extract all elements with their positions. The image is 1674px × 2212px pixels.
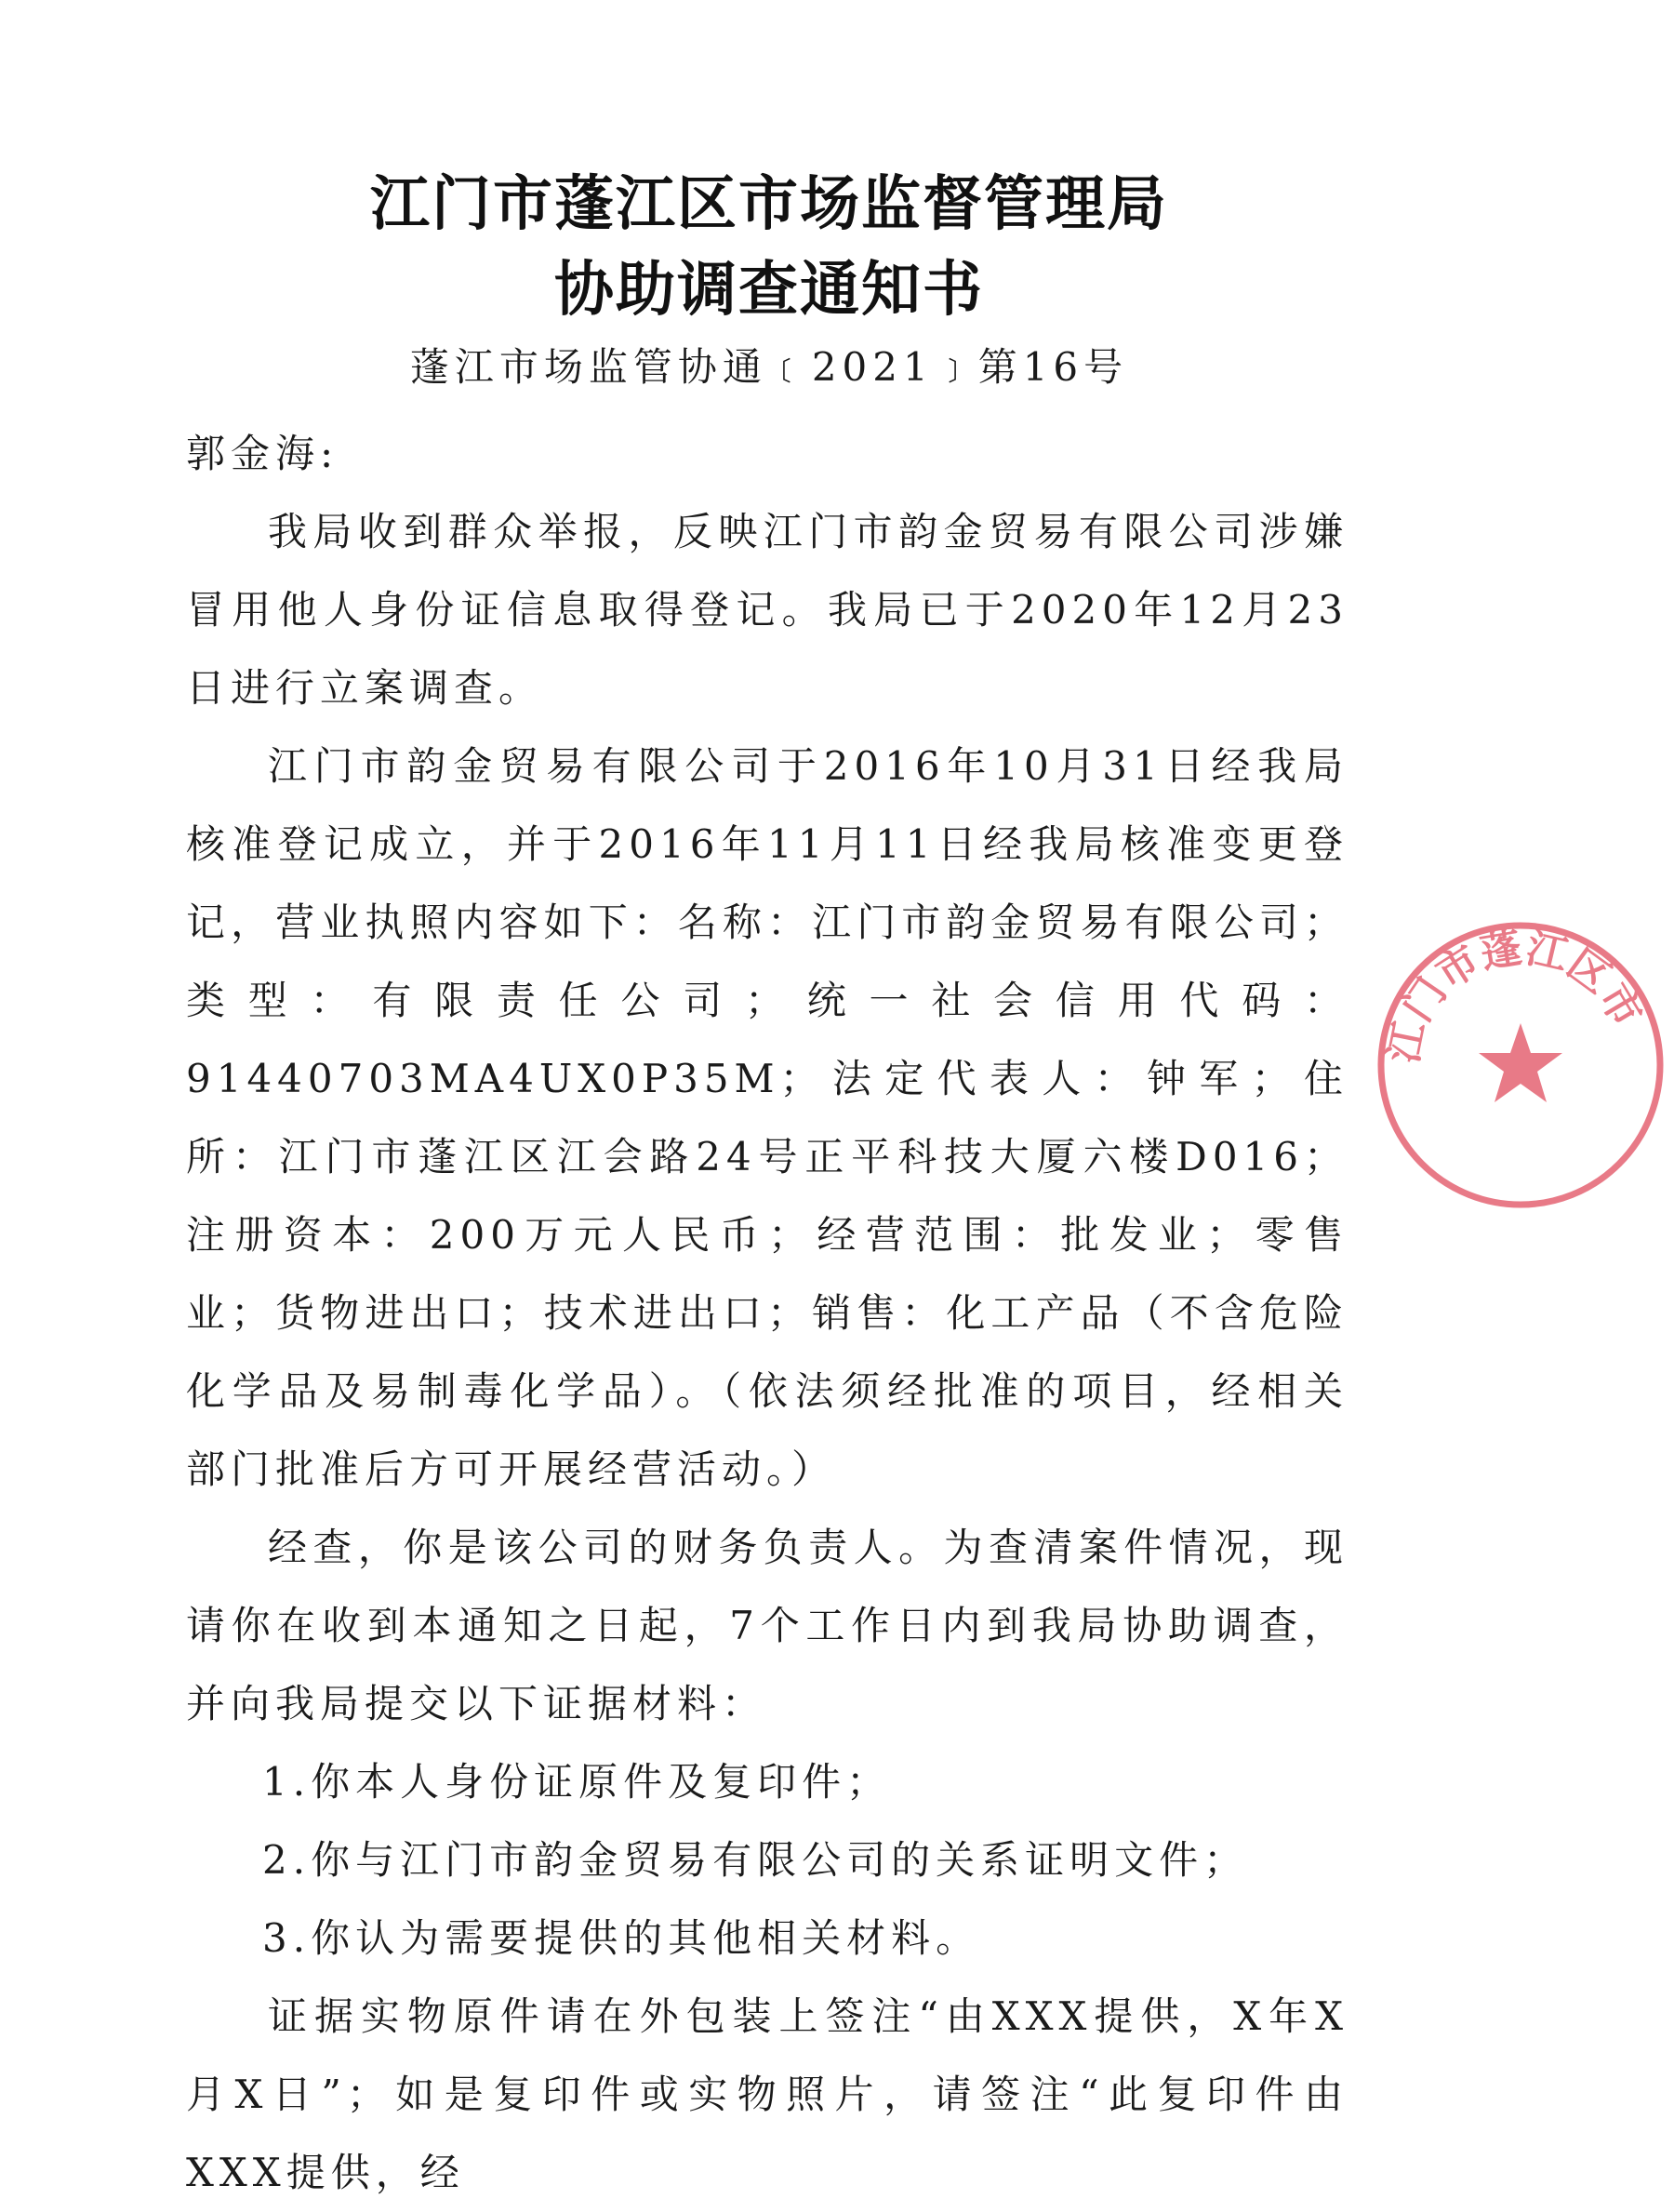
seal-text: 江门市蓬江区市 — [1379, 924, 1652, 1067]
paragraph-request: 经查，你是该公司的财务负责人。为查清案件情况，现请你在收到本通知之日起，7个工作日内到我局协助调查，并向我局提交以下证据材料： — [186, 1525, 1348, 1726]
addressee: 郭金海: — [186, 431, 339, 476]
paragraph-complaint: 我局收到群众举报，反映江门市韵金贸易有限公司涉嫌冒用他人身份证信息取得登记。我局已于2020年12月23日进行立案调查。 — [186, 509, 1348, 711]
document-title-line1: 江门市蓬江区市场监督管理局 — [370, 170, 1168, 239]
list-item: 1.你本人身份证原件及复印件； — [262, 1759, 892, 1805]
seal-star-icon — [1479, 1023, 1562, 1102]
letter-body — [186, 415, 1348, 2212]
official-seal-stamp — [1367, 912, 1674, 1219]
list-item: 2.你与江门市韵金贸易有限公司的关系证明文件； — [262, 1837, 1249, 1883]
document-title-line2: 协助调查通知书 — [554, 256, 984, 325]
document-number: 蓬江市场监管协通﹝2021﹞第16号 — [409, 344, 1129, 390]
paragraph-evidence-instructions: 证据实物原件请在外包装上签注“由XXX提供，X年X月X日”；如是复印件或实物照片，请签注“此复印件由XXX提供，经 — [186, 1993, 1348, 2195]
paragraph-company-info: 江门市韵金贸易有限公司于2016年10月31日经我局核准登记成立，并于2016年11月11日经我局核准变更登记，营业执照内容如下：名称：江门市韵金贸易有限公司；类型：有限责任公司；统一社会信用代码：91440703MA4UX0P35M；法定代表人：钟军；住所：江门市蓬江区江会路24号正平科技大厦六楼D016；注册资本：200万元人民币；经营范围：批发业；零售业；货物进出口；技术进出口；销售：化工产品（不含危险化学品及易制毒化学品）。（依法须经批准的项目，经相关部门批准后方可开展经营活动。） — [186, 743, 1348, 1492]
list-item: 3.你认为需要提供的其他相关材料。 — [262, 1915, 981, 1961]
